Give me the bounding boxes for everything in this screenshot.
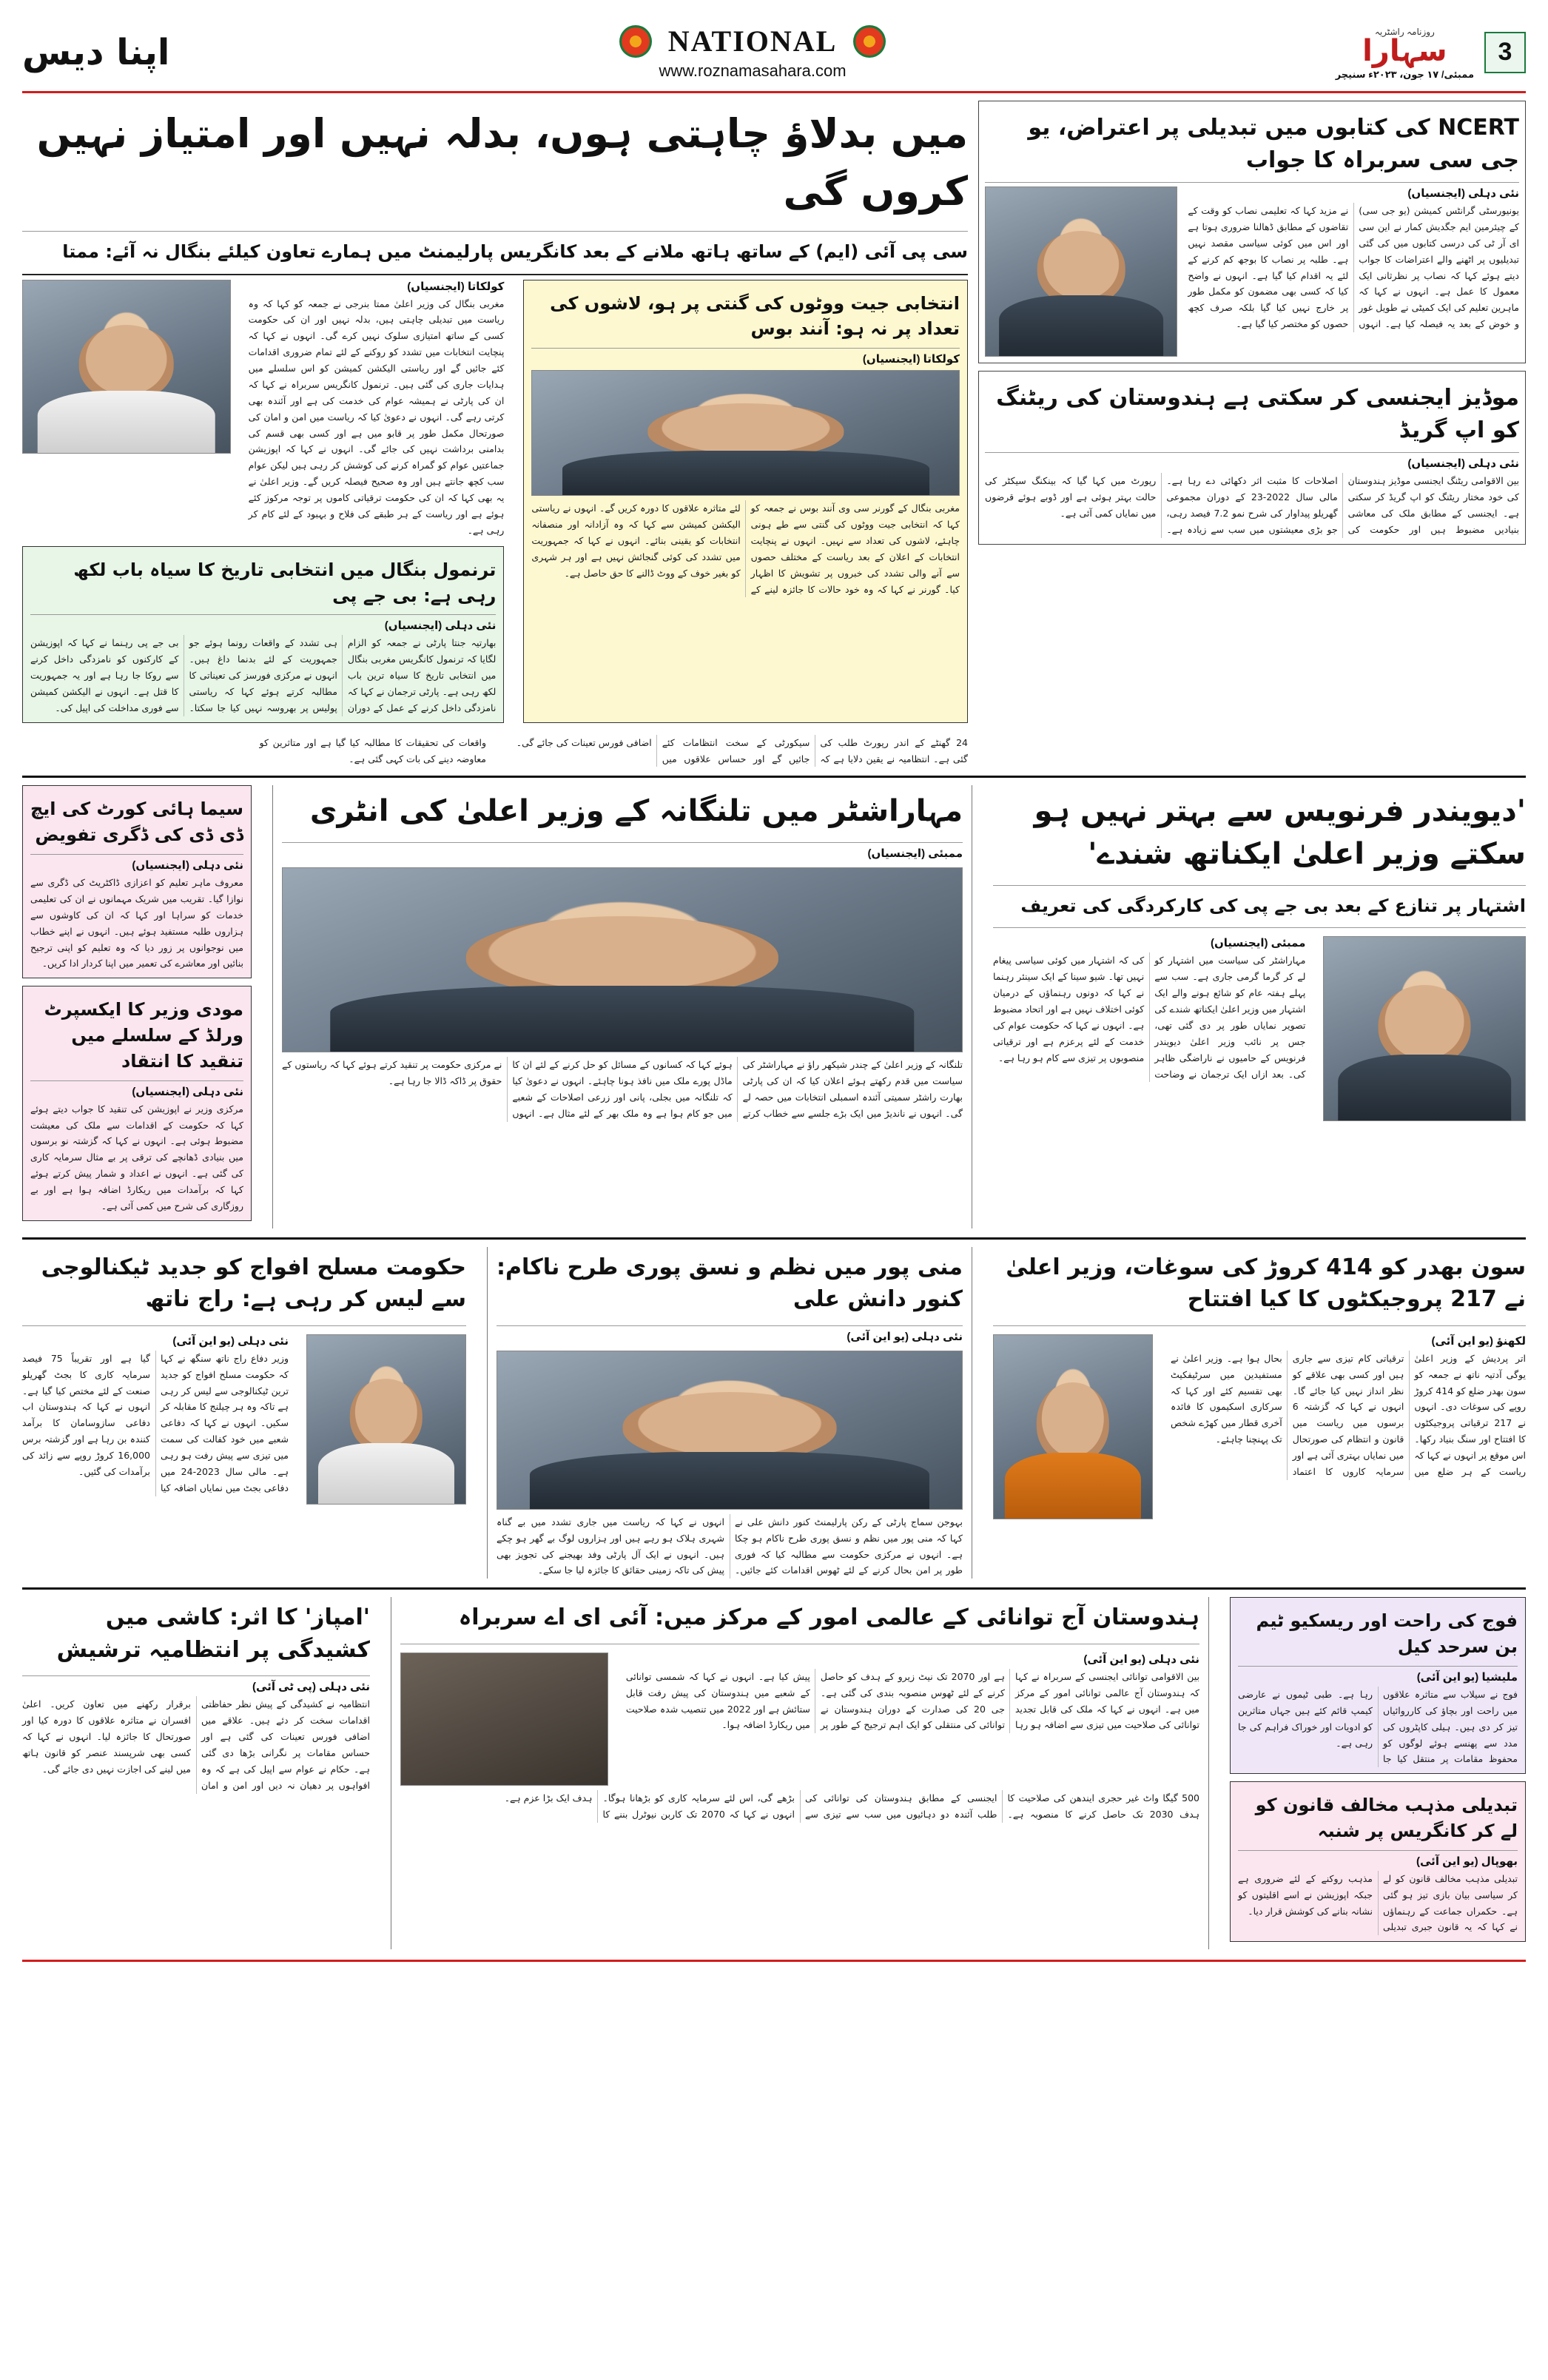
devendra-dateline: ممبئی (ایجنسیاں) — [1210, 937, 1306, 950]
mamata-banerjee-photo — [22, 280, 231, 454]
vote-count-article — [523, 280, 968, 723]
manipur-headline: منی پور میں نظم و نسق پوری طرح ناکام: کنور دانش علی — [497, 1254, 963, 1313]
manipur-article — [487, 1247, 972, 1579]
trinamool-body: بھارتیہ جنتا پارٹی نے جمعہ کو الزام لگایا کہ ترنمول کانگریس مغربی بنگال میں انتخابی تاریخ کا سیاہ ترین باب لکھ رہی ہے۔ پارٹی ترجمان نے کہا کہ نامزدگی داخل کرنے کے عمل کے دوران ہی تشدد کے واقعات رونما ہوئے جو جمہوریت کے لئے بدنما داغ ہیں۔ انہوں نے مرکزی فورسز کی تعیناتی کا مطالبہ کرتے ہوئے کہا کہ ریاستی پولیس پر بھروسہ نہیں کیا جا سکتا۔ بی جے پی رہنما نے کہا کہ اپوزیشن کے کارکنوں کو نامزدگی داخل کرنے سے روکا جا رہا ہے اور یہ جمہوریت کا قتل ہے۔ انہوں نے الیکشن کمیشن سے فوری مداخلت کی اپیل کی۔ — [30, 637, 497, 713]
left-column-top — [978, 101, 1526, 767]
flower-icon — [619, 25, 652, 58]
nameplate-right: اپنا دیس — [22, 31, 170, 73]
yogi-adityanath-photo — [993, 1334, 1153, 1519]
vote-count-headline: انتخابی جیت ووٹوں کی گنتی پر ہو، لاشوں کی تعداد پر نہ ہو: آنند بوس — [550, 292, 960, 340]
rajnath-singh-photo — [306, 1334, 466, 1505]
devendra-headline: 'دیویندر فرنویس سے بہتر نہیں ہو سکتے وزیر اعلیٰ ایکناتھ شندے' — [1034, 794, 1526, 872]
law-article — [1230, 1781, 1526, 1942]
modi-minister-headline: مودی وزیر کا ایکسپرٹ ورلڈ کے سلسلے میں تنقید کا انتقاد — [44, 999, 243, 1072]
manipur-body: بہوجن سماج پارٹی کے رکن پارلیمنٹ کنور دانش علی نے کہا کہ منی پور میں نظم و نسق پوری طرح ناکام ہو چکا ہے۔ انہوں نے مرکزی حکومت سے مطالبہ کیا کہ فوری طور پر امن بحال کرنے کے لئے ٹھوس اقدامات کئے جائیں۔ انہوں نے کہا کہ ریاست میں جاری تشدد میں بے گناہ شہری ہلاک ہو رہے ہیں اور ہزاروں لوگ بے گھر ہو چکے ہیں۔ انہوں نے ایک آل پارٹی وفد بھیجنے کی تجویز بھی پیش کی تاکہ زمینی حقائق کا جائزہ لیا جا سکے۔ — [497, 1516, 963, 1576]
flower-icon — [853, 25, 886, 58]
modi-minister-dateline: نئی دہلی (ایجنسیاں) — [132, 1085, 243, 1098]
website-url[interactable]: www.roznamasahara.com — [659, 61, 847, 80]
third-band — [22, 1247, 1526, 1579]
devendra-photo — [1323, 936, 1526, 1121]
rajnath-article — [22, 1247, 466, 1579]
army-article — [1230, 1597, 1526, 1774]
amb-dateline: نئی دہلی (پی ٹی آئی) — [252, 1681, 370, 1694]
newspaper-logo — [1336, 25, 1474, 79]
bottom-left-stack — [1230, 1597, 1526, 1949]
page-number: 3 — [1484, 32, 1526, 73]
kcr-photo — [282, 867, 963, 1052]
seemahani-body: معروف ماہر تعلیم کو اعزازی ڈاکٹریٹ کی ڈگری سے نوازا گیا۔ تقریب میں شریک مہمانوں نے ان کی تعلیمی خدمات کو سراہا اور کہا کہ ان کی کاوشوں سے ہزاروں طلبہ مستفید ہوئے ہیں۔ انہوں نے اپنے خطاب میں نوجوانوں پر زور دیا کہ وہ تعلیم کو اپنی ترجیح بنائیں اور معاشرے کی تعمیر میں اپنا کردار ادا کریں۔ — [30, 877, 243, 969]
ncert-headline: NCERT کی کتابوں میں تبدیلی پر اعتراض، یو جی سی سربراہ کا جواب — [1028, 115, 1519, 173]
ncert-dateline: نئی دہلی (ایجنسیاں) — [1407, 187, 1519, 200]
vote-count-dateline: کولکاتا (ایجنسیاں) — [862, 353, 960, 366]
rajnath-dateline: نئی دہلی (یو این آئی) — [172, 1334, 289, 1348]
law-body: تبدیلی مذہب مخالف قانون کو لے کر سیاسی بیان بازی تیز ہو گئی ہے۔ حکمراں جماعت کے رہنماؤں نے کہا کہ یہ قانون جبری تبدیلی مذہب روکنے کے لئے ضروری ہے جبکہ اپوزیشن نے اسے اقلیتوں کو نشانہ بنانے کی کوشش قرار دیا۔ — [1238, 1872, 1518, 1933]
army-body: فوج نے سیلاب سے متاثرہ علاقوں میں راحت اور بچاؤ کی کارروائیاں تیز کر دی ہیں۔ ہیلی کاپٹروں کی مدد سے پھنسے ہوئے لوگوں کو محفوظ مقامات پر منتقل کیا جا رہا ہے۔ طبی ٹیموں نے عارضی کیمپ قائم کئے ہیں جہاں متاثرین کو ادویات اور خوراک فراہم کی جا رہی ہے۔ — [1238, 1688, 1518, 1765]
lead-headline: میں بدلاؤ چاہتی ہوں، بدلہ نہیں اور امتیاز نہیں کروں گی — [36, 110, 968, 215]
kcr-dateline: ممبئی (ایجنسیاں) — [867, 847, 963, 861]
trinamool-article — [22, 546, 504, 723]
law-headline: تبدیلی مذہب مخالف قانون کو لے کر کانگریس پر شنبہ — [1255, 1795, 1518, 1842]
masthead-center — [169, 24, 1335, 81]
logo-title: سہارا — [1362, 34, 1447, 68]
seemahani-headline: سیما ہائی کورٹ کی ایچ ڈی ڈی کی ڈگری تفویض — [30, 799, 243, 846]
devendra-article — [993, 785, 1526, 1228]
lead-dateline: کولکاتا (ایجنسیاں) — [407, 280, 505, 293]
law-dateline: بھوپال (یو این آئی) — [1416, 1855, 1518, 1868]
footer-rule — [22, 1960, 1526, 1962]
ncert-photo — [985, 186, 1177, 357]
moodys-headline: موڈیز ایجنسی کر سکتی ہے ہندوستان کی ریٹنگ کو اپ گریڈ — [996, 385, 1519, 443]
amb-body: انتظامیہ نے کشیدگی کے پیش نظر حفاظتی اقدامات سخت کر دئے ہیں۔ علاقے میں اضافی فورس تعینات کی گئی ہے اور حساس مقامات پر نگرانی بڑھا دی گئی ہے۔ حکام نے عوام سے اپیل کی ہے کہ وہ افواہوں پر دھیان نہ دیں اور امن و امان برقرار رکھنے میں تعاون کریں۔ اعلیٰ افسران نے متاثرہ علاقوں کا دورہ کیا اور صورتحال کا جائزہ لیا۔ انہوں نے کہا کہ کسی بھی شرپسند عنصر کو قانون ہاتھ میں لینے کی اجازت نہیں دی جائے گی۔ — [22, 1698, 370, 1791]
top-band — [22, 101, 1526, 767]
trinamool-dateline: نئی دہلی (ایجنسیاں) — [384, 619, 497, 633]
energy-article — [391, 1597, 1209, 1949]
amb-headline: 'امپاز' کا اثر: کاشی میں کشیدگی پر انتظامیہ ترشیش — [56, 1604, 370, 1663]
issue-date: ممبئی/ ۱۷ جون، ۲۰۲۳ء سنیچر — [1335, 69, 1474, 80]
sone-bhadra-dateline: لکھنؤ (یو این آئی) — [1431, 1334, 1526, 1348]
energy-photo — [400, 1653, 608, 1786]
manipur-dateline: نئی دہلی (یو این آئی) — [847, 1330, 963, 1343]
sone-bhadra-article — [993, 1247, 1526, 1579]
lead-subhead: سی پی آئی (ایم) کے ساتھ ہاتھ ملانے کے بعد کانگریس پارلیمنٹ میں ہمارے تعاون کیلئے بنگال نہ آئے: ممتا — [62, 241, 968, 262]
kcr-headline: مہاراشٹر میں تلنگانہ کے وزیر اعلیٰ کی انٹری — [309, 794, 963, 829]
energy-continued: 500 گیگا واٹ غیر حجری ایندھن کی صلاحیت کا ہدف 2030 تک حاصل کرنے کا منصوبہ ہے۔ ایجنسی کے مطابق ہندوستان کی توانائی کی طلب آئندہ دو دہائیوں میں سب سے تیزی سے بڑھے گی، اس لئے سرمایہ کاری کو بڑھانا ہوگا۔ انہوں نے کہا کہ 2070 تک کاربن نیوٹرل بننے کا ہدف ایک بڑا عزم ہے۔ — [504, 1792, 1199, 1820]
devendra-body: مہاراشٹر کی سیاست میں اشتہار کو لے کر گرما گرمی جاری ہے۔ سب سے پہلے ہفتہ عام کو شائع ہونے والے ایک اشتہار میں وزیر اعلیٰ ایکناتھ شندے کی تصویر نمایاں طور پر دی گئی تھی، جس پر نائب وزیر اعلیٰ دیویندر فرنویس کے حامیوں نے ناراضگی ظاہر کی۔ بعد ازاں ایک ترجمان نے وضاحت کی کہ اشتہار میں کوئی سیاسی پیغام نہیں تھا۔ شیو سینا کے ایک سینئر رہنما نے کہا کہ دونوں رہنماؤں کے درمیان کوئی اختلاف نہیں ہے اور اتحاد مضبوط ہے۔ انہوں نے کہا کہ حکومت عوام کی خدمت کے لئے پرعزم ہے اور ترقیاتی منصوبوں پر تیزی سے کام ہو رہا ہے۔ — [993, 955, 1306, 1080]
seemahani-article — [22, 785, 252, 978]
kcr-body: تلنگانہ کے وزیر اعلیٰ کے چندر شیکھر راؤ نے مہاراشٹر کی سیاست میں قدم رکھتے ہوئے اعلان کیا کہ ان کی پارٹی بھارت راشٹر سمیتی آئندہ اسمبلی انتخابات میں حصہ لے گی۔ انہوں نے ناندیڑ میں ایک بڑے جلسے سے خطاب کرتے ہوئے کہا کہ کسانوں کے مسائل کو حل کرنے کے لئے ان کا ماڈل پورے ملک میں نافذ ہونا چاہئے۔ انہوں نے دعویٰ کیا کہ تلنگانہ میں بجلی، پانی اور زرعی اصلاحات کے شعبے میں جو کام ہوا ہے وہ ملک بھر کے لئے مثال ہے۔ انہوں نے مرکزی حکومت پر تنقید کرتے ہوئے کہا کہ ریاستوں کے حقوق پر ڈاکہ ڈالا جا رہا ہے۔ — [282, 1059, 963, 1120]
anand-bose-photo — [531, 370, 960, 496]
vote-count-continued: 24 گھنٹے کے اندر رپورٹ طلب کی گئی ہے۔ انتظامیہ نے یقین دلایا ہے کہ سیکورٹی کے سخت انتظامات کئے جائیں گے اور حساس علاقوں میں اضافی فورس تعینات کی جائے گی۔ — [516, 736, 968, 764]
army-dateline: ملیشیا (یو این آئی) — [1416, 1670, 1518, 1684]
rajnath-headline: حکومت مسلح افواج کو جدید ٹیکنالوجی سے لیس کر رہی ہے: راج ناتھ — [41, 1254, 466, 1313]
section-title: NATIONAL — [667, 24, 838, 58]
mamata-column — [22, 280, 504, 730]
vote-count-body: مغربی بنگال کے گورنر سی وی آنند بوس نے جمعہ کو کہا کہ انتخابی جیت ووٹوں کی گنتی سے طے ہونی چاہئے، لاشوں کی تعداد سے نہیں۔ انہوں نے پنچایت انتخابات کے اعلان کے بعد ریاست کے مختلف حصوں سے آنے والی تشدد کی خبروں پر تشویش کا اظہار کیا۔ گورنر نے کہا کہ وہ خود حالات کا جائزہ لینے کے لئے متاثرہ علاقوں کا دورہ کریں گے۔ انہوں نے ریاستی الیکشن کمیشن سے کہا کہ وہ آزادانہ اور منصفانہ انتخابات کو یقینی بنائے۔ انہوں نے کہا کہ جمہوریت میں تشدد کی کوئی گنجائش نہیں ہے اور ہر شہری کو بغیر خوف کے ووٹ ڈالنے کا حق حاصل ہے۔ — [531, 502, 960, 595]
sone-bhadra-body: اتر پردیش کے وزیر اعلیٰ یوگی آدتیہ ناتھ نے جمعہ کو سون بھدر ضلع کو 414 کروڑ روپے کی سوغات دی۔ انہوں نے 217 ترقیاتی پروجیکٹوں کا افتتاح اور سنگ بنیاد رکھا۔ اس موقع پر انہوں نے کہا کہ ریاست کے ہر ضلع میں ترقیاتی کام تیزی سے جاری ہیں اور کسی بھی علاقے کو نظر انداز نہیں کیا جائے گا۔ انہوں نے کہا کہ گزشتہ 6 برسوں میں ریاست میں قانون و انتظام کی صورتحال میں نمایاں بہتری آئی ہے اور سرمایہ کاروں کا اعتماد بحال ہوا ہے۔ وزیر اعلیٰ نے مستفیدین میں سرٹیفکیٹ بھی تقسیم کئے اور کہا کہ سرکاری اسکیموں کا فائدہ آخری قطار میں کھڑے شخص تک پہنچنا چاہئے۔ — [1171, 1352, 1527, 1477]
sone-bhadra-headline: سون بھدر کو 414 کروڑ کی سوغات، وزیر اعلیٰ نے 217 پروجیکٹوں کا کیا افتتاح — [1006, 1254, 1526, 1313]
energy-headline: ہندوستان آج توانائی کے عالمی امور کے مرکز میں: آئی ای اے سربراہ — [458, 1604, 1199, 1631]
middle-band — [22, 785, 1526, 1228]
lead-column — [22, 101, 968, 767]
masthead-left — [1336, 25, 1526, 79]
modi-minister-body: مرکزی وزیر نے اپوزیشن کی تنقید کا جواب دیتے ہوئے کہا کہ حکومت کے اقدامات سے ملک کی معیشت مضبوط ہوئی ہے۔ انہوں نے کہا کہ گزشتہ نو برسوں میں بنیادی ڈھانچے کی ترقی پر بے مثال سرمایہ کاری کی گئی ہے۔ انہوں نے اعداد و شمار پیش کرتے ہوئے کہا کہ برآمدات میں ریکارڈ اضافہ ہوا ہے اور بے روزگاری کی شرح میں کمی آئی ہے۔ — [30, 1103, 243, 1211]
lead-body: مغربی بنگال کی وزیر اعلیٰ ممتا بنرجی نے جمعہ کو کہا کہ وہ ریاست میں تبدیلی چاہتی ہیں، بدلہ نہیں اور ان کی حکومت کسی کے ساتھ امتیازی سلوک نہیں کرے گی۔ انہوں نے کہا کہ پنچایت انتخابات میں تشدد کو روکنے کے لئے تمام ضروری اقدامات کئے جائیں گے اور ریاستی الیکشن کمیشن کو اس سلسلے میں ہدایات جاری کی گئی ہیں۔ ترنمول کانگریس سربراہ نے کہا کہ ان کی پارٹی نے ہمیشہ عوام کی خدمت کی ہے اور آئندہ بھی کرتی رہے گی۔ انہوں نے دعویٰ کیا کہ ریاست میں امن و امان کی صورتحال مکمل طور پر قابو میں ہے اور کسی بھی قسم کی بدامنی برداشت نہیں کی جائے گی۔ انہوں نے کہا کہ اپوزیشن جماعتیں عوام کو گمراہ کرنے کی کوشش کر رہی ہیں لیکن عوام سب کچھ جانتے ہیں اور وہ صحیح فیصلہ کریں گے۔ وزیر اعلیٰ نے یہ بھی کہا کہ ان کی حکومت ترقیاتی کاموں پر توجہ مرکوز کئے ہوئے ہے اور ریاست کے ہر طبقے کی فلاح و بہبود کے لئے کام کر رہی ہے۔ — [248, 298, 505, 536]
trinamool-headline: ترنمول بنگال میں انتخابی تاریخ کا سیاہ باب لکھ رہی ہے: بی جے پی — [73, 559, 497, 606]
masthead — [22, 19, 1526, 93]
maharashtra-kcr-article — [272, 785, 972, 1228]
energy-dateline: نئی دہلی (یو این آئی) — [1083, 1653, 1199, 1666]
devendra-subhead: اشتہار پر تنازع کے بعد بی جے پی کی کارکردگی کی تعریف — [1020, 895, 1526, 917]
modi-minister-article — [22, 986, 252, 1221]
amb-article — [22, 1597, 370, 1949]
army-headline: فوج کی راحت اور ریسکیو ٹیم بن سرحد کیل — [1256, 1610, 1518, 1658]
logo-subtitle: روزنامہ راشٹریہ — [1374, 27, 1435, 37]
danish-ali-photo — [497, 1351, 963, 1510]
moodys-dateline: نئی دہلی (ایجنسیاں) — [1407, 457, 1519, 470]
ncert-body: یونیورسٹی گرانٹس کمیشن (یو جی سی) کے چیئرمین ایم جگدیش کمار نے این سی ای آر ٹی کی درسی کتابوں میں کی گئی تبدیلیوں پر اٹھنے والے اعتراضات کا جواب دیتے ہوئے کہا کہ نصاب پر نظرثانی ایک معمول کا عمل ہے۔ انہوں نے کہا کہ ماہرین تعلیم کی ایک کمیٹی نے طویل غور و خوض کے بعد یہ فیصلہ کیا ہے۔ انہوں نے مزید کہا کہ تعلیمی نصاب کو وقت کے تقاضوں کے مطابق ڈھالنا ضروری ہوتا ہے اور اس میں کوئی سیاسی مقصد نہیں ہے۔ طلبہ پر نصاب کا بوجھ کم کرنے کے لئے یہ اقدام کیا گیا ہے۔ انہوں نے واضح کیا کہ کسی بھی مضمون کو مکمل طور پر خارج نہیں کیا گیا بلکہ صرف کچھ حصوں کو مختصر کیا گیا ہے۔ — [1188, 205, 1519, 330]
trinamool-tail: واقعات کی تحقیقات کا مطالبہ کیا گیا ہے اور متاثرین کو معاوضہ دینے کی بات کہی گئی ہے۔ — [259, 736, 486, 764]
bottom-band — [22, 1597, 1526, 1949]
seemahani-dateline: نئی دہلی (ایجنسیاں) — [132, 859, 243, 873]
moodys-body: بین الاقوامی ریٹنگ ایجنسی موڈیز ہندوستان کی خود مختار ریٹنگ کو اپ گریڈ کر سکتی ہے۔ ایجنسی کے مطابق ملک کی معاشی بنیادیں مضبوط ہیں اور حکومت کی اصلاحات کا مثبت اثر دکھائی دے رہا ہے۔ مالی سال 2022-23 کے دوران مجموعی گھریلو پیداوار کی شرح نمو 7.2 فیصد رہی، جو بڑی معیشتوں میں سب سے زیادہ ہے۔ رپورٹ میں کہا گیا کہ بینکنگ سیکٹر کی حالت بہتر ہوئی ہے اور ڈوبے ہوئے قرضوں میں نمایاں کمی آئی ہے۔ — [985, 475, 1519, 535]
right-stack — [22, 785, 252, 1228]
rajnath-body: وزیر دفاع راج ناتھ سنگھ نے کہا کہ حکومت مسلح افواج کو جدید ترین ٹیکنالوجی سے لیس کر رہی ہے تاکہ وہ ہر چیلنج کا مقابلہ کر سکیں۔ انہوں نے کہا کہ دفاعی شعبے میں خود کفالت کی سمت میں تیزی سے پیش رفت ہو رہی ہے۔ مالی سال 2023-24 میں دفاعی بجٹ میں نمایاں اضافہ کیا گیا ہے اور تقریباً 75 فیصد سرمایہ کاری کا بجٹ گھریلو صنعت کے لئے مختص کیا گیا ہے۔ انہوں نے کہا کہ ہندوستان اب دفاعی سازوسامان کا برآمد کنندہ بن رہا ہے اور گزشتہ برس 16,000 کروڑ روپے سے زائد کی برآمدات کی گئیں۔ — [22, 1352, 289, 1493]
energy-body: بین الاقوامی توانائی ایجنسی کے سربراہ نے کہا کہ ہندوستان آج عالمی توانائی امور کے مرکز میں ہے۔ انہوں نے کہا کہ ملک کی قابل تجدید توانائی کی صلاحیت میں تیزی سے اضافہ ہو رہا ہے اور 2070 تک نیٹ زیرو کے ہدف کو حاصل کرنے کے لئے ٹھوس منصوبہ بندی کی گئی ہے۔ جی 20 کی صدارت کے دوران ہندوستان نے توانائی کی منتقلی کو ایک اہم ترجیح کے طور پر پیش کیا ہے۔ انہوں نے کہا کہ شمسی توانائی کے شعبے میں ہندوستان کی پیش رفت قابل ستائش ہے اور 2022 میں تنصیب شدہ صلاحیت میں ریکارڈ اضافہ ہوا۔ — [625, 1670, 1199, 1731]
